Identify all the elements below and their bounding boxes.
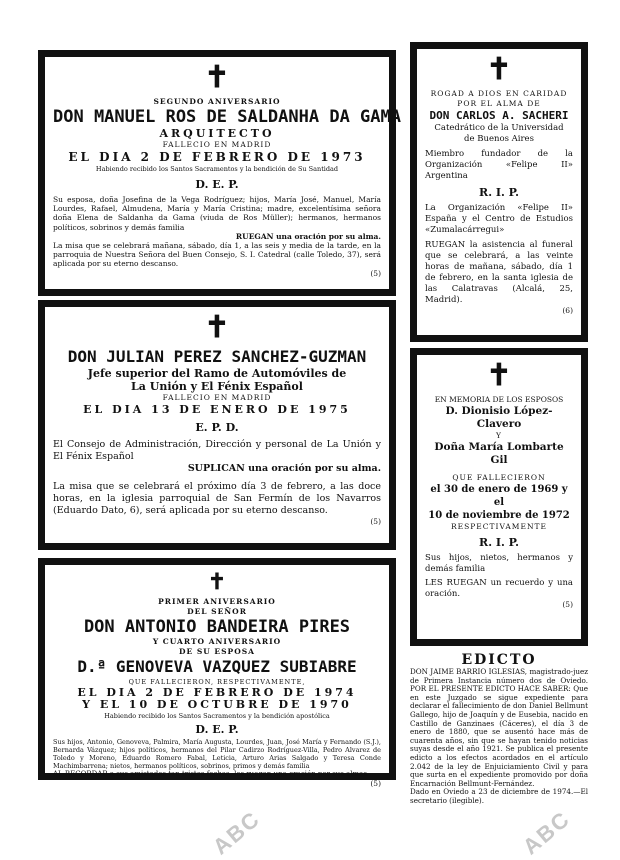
died-in: FALLECIO EN MADRID <box>162 393 272 402</box>
profession: ARQUITECTO <box>159 127 275 140</box>
reference: (5) <box>370 268 381 278</box>
date: EL DIA 2 DE FEBRERO DE 1973 <box>68 150 366 164</box>
deceased-name: DON CARLOS A. SACHERI <box>429 109 569 122</box>
request-text: RUEGAN la asistencia al funeral que se celebrará, a las veinte horas de mañana, sábado, día 1 de febrero, en la santa iglesia de las Calatravas (Alcalá, 25, Madrid). <box>425 240 573 305</box>
cross-icon: ✝ <box>486 358 512 393</box>
request-text: LES RUEGAN un recuerdo y una oración. <box>425 578 573 599</box>
deceased-name-2: D.ª GENOVEVA VAZQUEZ SUBIABRE <box>77 657 357 676</box>
died-label: QUE FALLECIERON <box>452 473 546 482</box>
of-the-label: DEL SEÑOR <box>187 607 247 616</box>
date-1: el 30 de enero de 1969 y el <box>430 484 568 508</box>
edict-title: EDICTO <box>461 652 537 668</box>
reference: (5) <box>562 600 573 609</box>
title-line-2: de Buenos Aires <box>464 134 534 144</box>
request: SUPLICAN una oración por su alma. <box>187 463 381 474</box>
deceased-name: DON MANUEL ROS DE SALDANHA DA GAMA <box>53 107 401 127</box>
deceased-name: DON JULIAN PEREZ SANCHEZ-GUZMAN <box>67 347 367 366</box>
abc-watermark: ABC <box>207 805 266 860</box>
deceased-name-1: D. Dionisio López-Clavero <box>445 405 553 430</box>
died-label: QUE FALLECIERON, RESPECTIVAMENTE, <box>128 678 306 686</box>
deceased-name-1: DON ANTONIO BANDEIRA PIRES <box>83 617 351 637</box>
request: RUEGAN una oración por su alma. <box>235 231 381 241</box>
family-text: Sus hijos, Antonio, Genoveva, Palmira, María Augusta, Lourdes, Juan, José María y Fernando (S.J.), Bernarda Vázquez; hijos políticos, hermanos del Pilar Cadirzo Rodríguez-Villa, Pedro Alvarez de Toledo y Moreno, Eduardo Romero Fabal, Leticia, Arturo Arias Salgado y Teresa Conde Machimbarrena; nietos, hermanos políticos, sobrinos, primos y demás familia <box>53 738 381 770</box>
and-label: Y <box>496 431 502 440</box>
reference: (6) <box>562 306 573 315</box>
cross-icon: ✝ <box>204 310 230 345</box>
obituary-perez-sanchez-guzman <box>38 300 396 550</box>
date-2: 10 de noviembre de 1972 <box>428 510 570 521</box>
mass-text: La misa que se celebrará el próximo día 3 de febrero, a las doce horas, en la iglesia parroquial de San Fermín de los Navarros (Eduardo Dato, 6), será aplicada por su eterno descanso. <box>53 481 381 516</box>
edict <box>410 652 588 848</box>
title-line-1: Catedrático de la Universidad <box>434 123 564 133</box>
rip: D. E. P. <box>195 723 239 736</box>
deceased-name-2: Doña María Lombarte Gil <box>434 441 564 466</box>
sacraments: Habiendo recibido los Santos Sacramentos y la bendición apostólica <box>104 712 330 720</box>
date-1: EL DIA 2 DE FEBRERO DE 1974 <box>77 686 357 699</box>
anniversary-label: SEGUNDO ANIVERSARIO <box>153 97 281 106</box>
date-2: Y EL 10 DE OCTUBRE DE 1970 <box>82 698 352 711</box>
cross-icon: ✝ <box>207 569 227 595</box>
respectively-label: RESPECTIVAMENTE <box>450 522 547 531</box>
request: AL RECORDAR a sus amistades tan tristes fechas, les ruegan una oración por sus almas. <box>53 770 370 778</box>
rip: R. I. P. <box>479 186 519 199</box>
edict-signature: Dado en Oviedo a 23 de diciembre de 1974.—El secretario (ilegible). <box>410 787 588 805</box>
for-soul-label: POR EL ALMA DE <box>457 99 541 108</box>
title-line-2: La Unión y El Fénix Español <box>131 380 303 393</box>
member-text: Miembro fundador de la Organización «Felipe II» Argentina <box>425 149 573 181</box>
died-in: FALLECIO EN MADRID <box>162 140 272 149</box>
obituary-ros-saldanha <box>38 50 401 296</box>
pray-label: ROGAD A DIOS EN CARIDAD <box>430 89 568 98</box>
rip: E. P. D. <box>195 421 239 434</box>
date: EL DIA 13 DE ENERO DE 1975 <box>83 403 351 416</box>
obituary-bandeira-pires <box>38 558 396 788</box>
reference: (5) <box>370 779 381 788</box>
edict-text: DON JAIME BARRIO IGLESIAS, magistrado-juez de Primera Instancia número dos de Oviedo. POR EL PRESENTE EDICTO HACE SABER: Que en este Juzgado se sigue expediente para declarar el fallecimiento de don Daniel Bellmunt Gallego, hijo de Joaquín y de Eusebia, nacido en Castillo de Ganzinaes (Cáceres), el día 3 de enero de 1880, que se ausentó hace más de cuarenta años, sin que se hayan tenido noticias suyas desde el año 1921. Se publica el presente edicto a los efectos acordados en el artículo 2.042 de la ley de Enjuiciamiento Civil y para que surta en el expediente promovido por doña Encarnación Bellmunt-Fernández. <box>410 667 588 788</box>
obituary-sacheri <box>410 42 588 342</box>
cross-icon: ✝ <box>486 52 512 87</box>
memory-label: EN MEMORIA DE LOS ESPOSOS <box>434 395 564 404</box>
rip: R. I. P. <box>479 536 519 549</box>
family-text: Su esposa, doña Josefina de la Vega Rodríguez; hijos, María José, Manuel, María Lourdes, Rafael, Almudena, María y María Cristina; madre, excelentísima señora doña Elena de Saldanha da Gama (viuda de Ros Müller); hermanos, hermanos políticos, sobrinos y demás familia <box>53 195 381 232</box>
mass-text: La misa que se celebrará mañana, sábado, día 1, a las seis y media de la tarde, en la parroquia de Nuestra Señora del Buen Consejo, S. I. Catedral (calle Toledo, 37), será aplicada por su eterno descanso. <box>53 241 381 269</box>
of-wife-label: DE SU ESPOSA <box>179 647 255 656</box>
family-text: Sus hijos, nietos, hermanos y demás familia <box>425 553 573 574</box>
reference: (5) <box>370 517 381 526</box>
cross-icon: ✝ <box>204 60 230 95</box>
anniversary-label-2: Y CUARTO ANIVERSARIO <box>152 637 282 646</box>
obituary-lopez-clavero <box>410 348 588 646</box>
sacraments: Habiendo recibido los Santos Sacramentos y la bendición de Su Santidad <box>95 165 339 173</box>
org-text: La Organización «Felipe II» España y el Centro de Estudios «Zumalacárregui» <box>425 203 573 235</box>
council-text: El Consejo de Administración, Dirección y personal de La Unión y El Fénix Español <box>53 439 381 462</box>
abc-watermark: ABC <box>517 805 576 860</box>
rip: D. E. P. <box>195 178 239 191</box>
title-line-1: Jefe superior del Ramo de Automóviles de <box>87 367 347 380</box>
anniversary-label-1: PRIMER ANIVERSARIO <box>158 597 276 606</box>
